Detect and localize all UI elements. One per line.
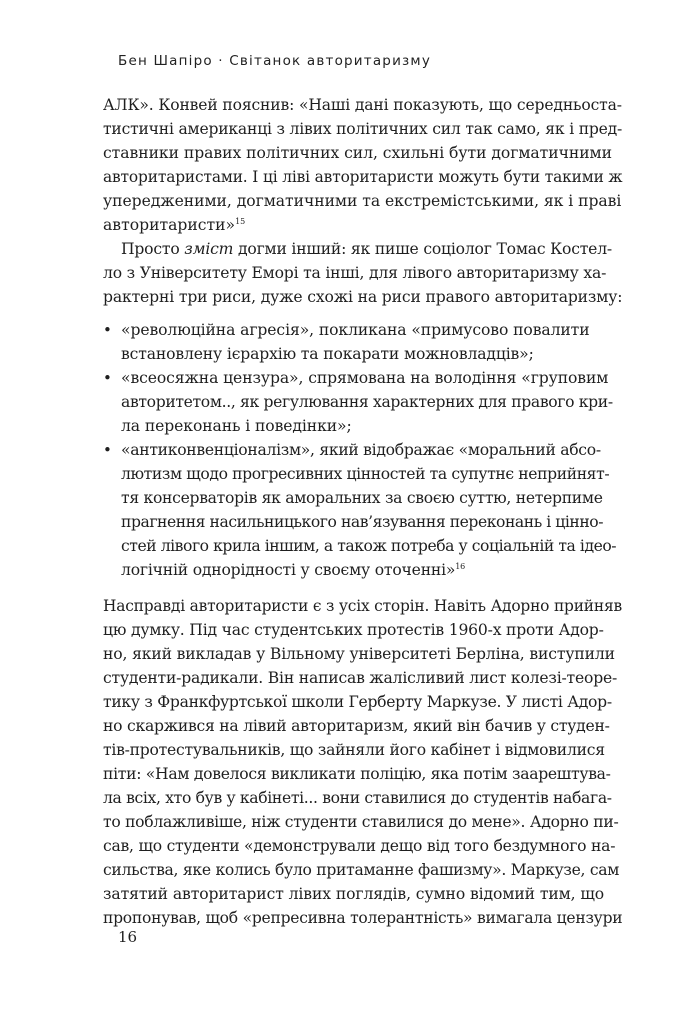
page-number: 16	[118, 928, 138, 946]
footnote-marker: 16	[455, 561, 465, 571]
text-line: авторитаристами. І ці ліві авторитаристи можуть бути такими ж	[103, 168, 623, 186]
text-line: но, який викладав у Вільному університеті Берліна, виступили	[103, 645, 615, 663]
bullet-marker: •	[103, 441, 112, 459]
text-line: тику з Франкфуртської школи Герберту Маркузе. У листі Адор-	[103, 693, 612, 711]
bullet-marker: •	[103, 321, 112, 339]
text-line: но скаржився на лівий авторитаризм, який він бачив у студен-	[103, 717, 610, 735]
text-span: Просто	[121, 240, 185, 258]
text-line: рактерні три риси, дуже схожі на риси правого авторитаризму:	[103, 288, 623, 306]
text-line: то поблажливіше, ніж студенти ставилися до мене». Адорно пи-	[103, 813, 619, 831]
text-line: сав, що студенти «демонстрували дещо від того бездумного на-	[103, 837, 616, 855]
text-line: упередженими, догматичними та екстремістськими, як і праві	[103, 192, 622, 210]
text-line: студенти-радикали. Він написав жалісливий лист колезі-теоре-	[103, 669, 618, 687]
list-item-line: «всеосяжна цензура», спрямована на володіння «груповим	[121, 369, 609, 387]
text-line: пропонував, щоб «репресивна толерантність» вимагала цензури	[103, 909, 623, 927]
text-span: авторитаристи»	[103, 216, 236, 234]
list-item-line: стей лівого крила іншим, а також потреба у соціальній та ідео-	[121, 537, 617, 555]
list-item-line: прагнення насильницького нав’язування переконань і цінно-	[121, 513, 604, 531]
list-item-line: «антиконвенціоналізм», який відображає «моральний абсо-	[121, 441, 601, 459]
text-line: цю думку. Під час студентських протестів 1960-х проти Адор-	[103, 621, 604, 639]
list-item-line: «революційна агресія», покликана «примусово повалити	[121, 321, 590, 339]
text-line: сильства, яке колись було притаманне фашизму». Маркузе, сам	[103, 861, 620, 879]
text-line: затятий авторитарист лівих поглядів, сумно відомий тим, що	[103, 885, 605, 903]
text-line	[103, 214, 245, 236]
running-head: Бен Шапіро · Світанок авторитаризму	[118, 53, 432, 69]
emphasis-text: зміст	[184, 240, 234, 258]
text-line: ставники правих політичних сил, схильні бути догматичними	[103, 144, 612, 162]
text-line: тів-протестувальників, що зайняли його кабінет і відмовилися	[103, 741, 605, 759]
text-line: ла всіх, хто був у кабінеті... вони ставилися до студентів набага-	[103, 789, 612, 807]
text-line: ло з Університету Еморі та інші, для лівого авторитаризму ха-	[103, 264, 607, 282]
text-line: АЛК». Конвей пояснив: «Наші дані показують, що середньоста-	[103, 96, 622, 114]
list-item-line: авторитетом.., як регулювання характерних для правого кри-	[121, 393, 613, 411]
footnote-marker: 15	[235, 216, 246, 226]
text-line	[121, 238, 612, 260]
text-span: логічній однорідності у своєму оточенні»	[121, 561, 456, 579]
list-item-line: ла переконань і поведінки»;	[121, 417, 352, 435]
list-item-line: лютизм щодо прогресивних цінностей та супутнє неприйнят-	[121, 465, 610, 483]
list-item-line: встановлену ієрархію та покарати можновладців»;	[121, 345, 534, 363]
text-line: тистичні американці з лівих політичних сил так само, як і пред-	[103, 120, 623, 138]
text-line: піти: «Нам довелося викликати поліцію, яка потім заарештува-	[103, 765, 611, 783]
list-item-line	[121, 559, 465, 581]
bullet-marker: •	[103, 369, 112, 387]
list-item-line: тя консерваторів як аморальних за своєю суттю, нетерпиме	[121, 489, 603, 507]
text-span: догми інший: як пише соціолог Томас Костел-	[233, 240, 612, 258]
text-line: Насправді авторитаристи є з усіх сторін. Навіть Адорно прийняв	[103, 597, 622, 615]
